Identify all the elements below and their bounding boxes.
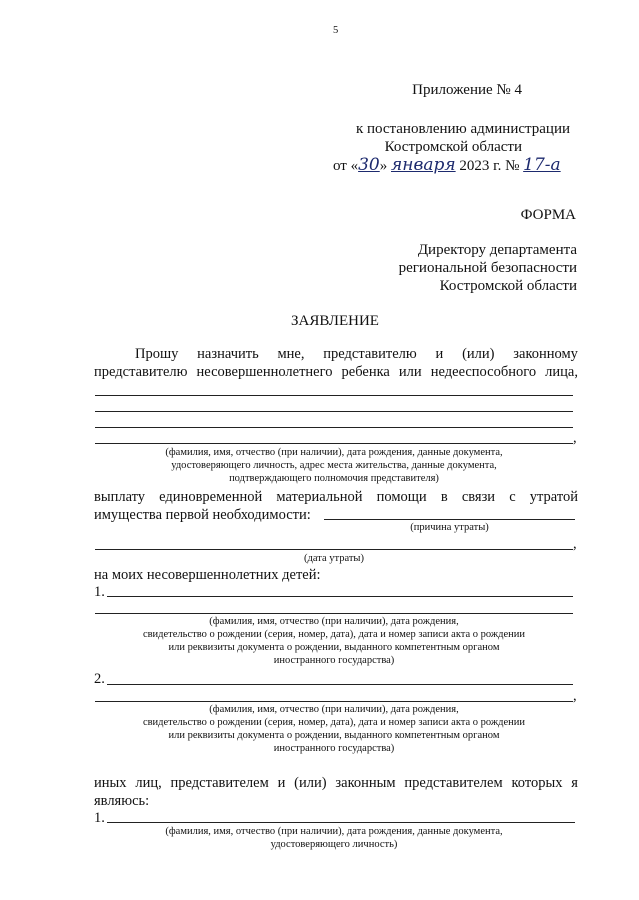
others-line-2: являюсь: — [94, 793, 150, 809]
word: материальной — [276, 489, 363, 505]
resolution-date-line — [333, 156, 561, 175]
word: недееспособного — [430, 364, 537, 380]
applicant-hint-2: удостоверяющего личность, адрес места жительства, данные документа, — [171, 460, 497, 471]
child-1-hint-4: иностранного государства) — [273, 655, 395, 666]
other-1-hint-1: (фамилия, имя, отчество (при наличии), дата рождения, данные документа, — [165, 826, 503, 837]
resolution-line-1: к постановлению администрации — [355, 121, 570, 137]
word: утратой — [529, 489, 578, 505]
child-1-hint-3: или реквизиты документа о рождении, выданного компетентным органом — [168, 642, 500, 653]
child-1-hint-1: (фамилия, имя, отчество (при наличии), дата рождения, — [209, 616, 459, 627]
date-prefix: от « — [333, 158, 359, 174]
word: Прошу — [135, 346, 179, 362]
child-2-field-line-1[interactable] — [107, 684, 573, 685]
page-number: 5 — [333, 25, 339, 36]
handwritten-month: января — [391, 155, 456, 175]
other-1-field-line[interactable] — [107, 822, 575, 823]
child-1-hint-2: свидетельство о рождении (серия, номер, дата), дата и номер записи акта о рождении — [142, 629, 526, 640]
addressee-line-1: Директору департамента — [417, 242, 577, 258]
handwritten-number: 17-а — [523, 155, 561, 175]
word: представителем — [170, 775, 269, 791]
handwritten-day: 30 — [358, 155, 380, 175]
word: и — [435, 346, 444, 362]
word: представителю — [323, 346, 417, 362]
applicant-field-line-2[interactable] — [95, 411, 573, 412]
comma: , — [573, 430, 577, 446]
word: лиц, — [135, 775, 162, 791]
other-1-hint-2: удостоверяющего личность) — [270, 839, 398, 850]
word: несовершеннолетнего — [196, 364, 333, 380]
word: иных — [94, 775, 127, 791]
other-1-number: 1. — [94, 810, 105, 826]
loss-date-hint: (дата утраты) — [304, 553, 364, 564]
child-2-field-line-2[interactable] — [95, 701, 573, 702]
child-1-number: 1. — [94, 584, 105, 600]
word: (или) — [294, 775, 327, 791]
child-2-number: 2. — [94, 671, 105, 687]
others-line-1 — [94, 774, 578, 792]
word: (или) — [462, 346, 495, 362]
comma: , — [573, 688, 577, 704]
applicant-field-line-1[interactable] — [95, 395, 573, 396]
loss-reason-hint: (причина утраты) — [410, 522, 489, 533]
payment-line-2: имущества первой необходимости: — [94, 507, 311, 523]
word: назначить — [197, 346, 259, 362]
comma: , — [573, 536, 577, 552]
applicant-hint-3: подтверждающего полномочия представителя) — [229, 473, 439, 484]
applicant-hint-1: (фамилия, имя, отчество (при наличии), дата рождения, данные документа, — [165, 447, 503, 458]
intro-line-1 — [135, 345, 578, 363]
child-2-hint-1: (фамилия, имя, отчество (при наличии), дата рождения, — [209, 704, 459, 715]
word: выплату — [94, 489, 146, 505]
word: с — [509, 489, 516, 505]
child-2-hint-2: свидетельство о рождении (серия, номер, дата), дата и номер записи акта о рождении — [142, 717, 526, 728]
word: законным — [335, 775, 396, 791]
word: или — [398, 364, 422, 380]
payment-line-1 — [94, 488, 578, 506]
applicant-field-line-4[interactable] — [95, 443, 573, 444]
addressee-line-3: Костромской области — [439, 278, 577, 294]
addressee-line-2: региональной безопасности — [398, 260, 577, 276]
word: представителю — [94, 364, 188, 380]
word: законному — [513, 346, 578, 362]
appendix-title: Приложение № 4 — [412, 82, 522, 98]
word: единовременной — [159, 489, 263, 505]
loss-reason-field[interactable] — [324, 519, 575, 520]
resolution-line-2: Костромской области — [384, 139, 522, 155]
loss-date-field[interactable] — [95, 549, 573, 550]
word: которых — [511, 775, 563, 791]
child-2-hint-4: иностранного государства) — [273, 743, 395, 754]
child-1-field-line-2[interactable] — [95, 613, 573, 614]
word: я — [571, 775, 578, 791]
word: помощи — [376, 489, 427, 505]
word: и — [277, 775, 286, 791]
word: мне, — [277, 346, 305, 362]
document-title: ЗАЯВЛЕНИЕ — [291, 313, 379, 329]
word: ребенка — [341, 364, 390, 380]
child-2-hint-3: или реквизиты документа о рождении, выданного компетентным органом — [168, 730, 500, 741]
word: лица, — [545, 364, 578, 380]
word: связи — [461, 489, 496, 505]
child-1-field-line-1[interactable] — [107, 596, 573, 597]
form-label: ФОРМА — [520, 207, 576, 223]
intro-line-2 — [94, 363, 578, 381]
word: представителем — [404, 775, 503, 791]
date-year: 2023 г. № — [459, 158, 520, 174]
children-label: на моих несовершеннолетних детей: — [94, 567, 321, 583]
date-quote-close: » — [379, 158, 388, 174]
word: в — [440, 489, 448, 505]
applicant-field-line-3[interactable] — [95, 427, 573, 428]
